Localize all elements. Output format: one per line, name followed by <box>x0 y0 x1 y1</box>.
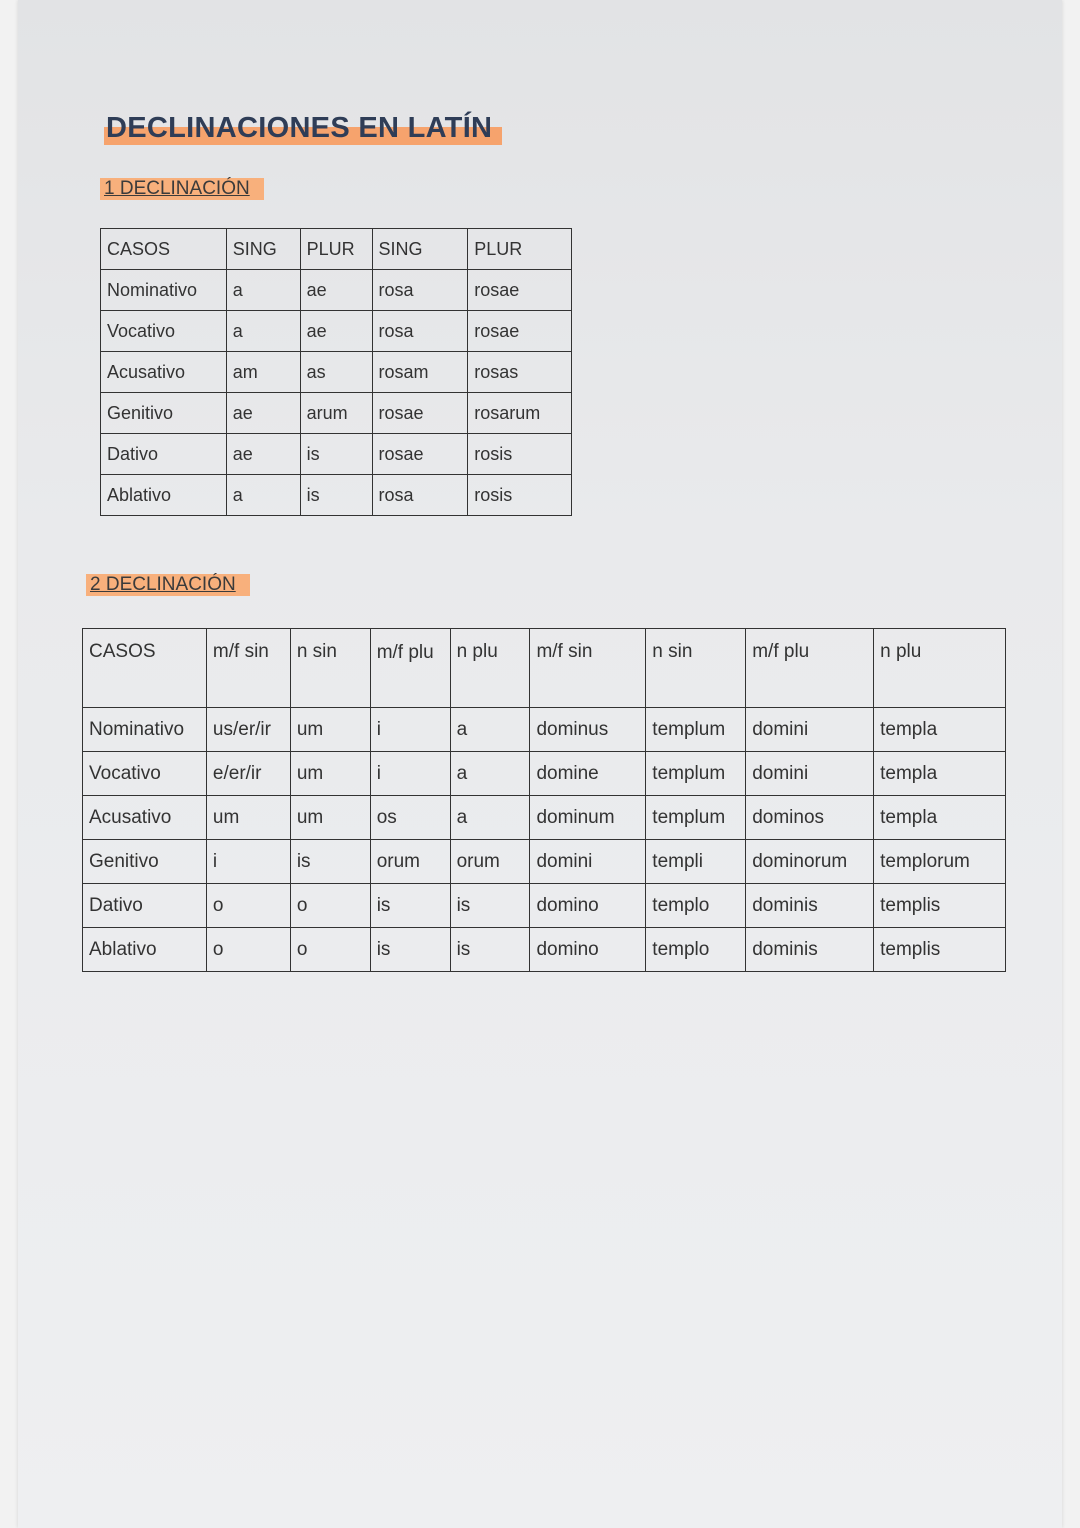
table-cell: a <box>226 311 300 352</box>
case-cell: Genitivo <box>83 840 207 884</box>
table-cell: um <box>206 796 290 840</box>
table-row <box>83 928 1006 972</box>
header-cell: PLUR <box>300 229 372 270</box>
table-cell: templi <box>646 840 746 884</box>
header-cell: CASOS <box>101 229 227 270</box>
table-cell: rosa <box>372 270 468 311</box>
case-cell: Nominativo <box>101 270 227 311</box>
table-cell: arum <box>300 393 372 434</box>
header-cell: m/f plu <box>746 629 874 708</box>
table-cell: ae <box>300 311 372 352</box>
table-cell: o <box>290 884 370 928</box>
table-cell: i <box>370 752 450 796</box>
table-cell: is <box>450 884 530 928</box>
case-cell: Vocativo <box>83 752 207 796</box>
table-row <box>101 475 572 516</box>
table-cell: am <box>226 352 300 393</box>
case-cell: Genitivo <box>101 393 227 434</box>
table-cell: dominis <box>746 884 874 928</box>
table-cell: ae <box>226 393 300 434</box>
table-cell: is <box>290 840 370 884</box>
table-cell: rosa <box>372 475 468 516</box>
case-cell: Vocativo <box>101 311 227 352</box>
table-cell: a <box>450 752 530 796</box>
table-cell: rosae <box>468 270 572 311</box>
header-cell: m/f sin <box>530 629 646 708</box>
table-cell: is <box>370 928 450 972</box>
table-cell: rosae <box>372 393 468 434</box>
section-1-label: 1 DECLINACIÓN <box>100 178 264 200</box>
table-cell: is <box>450 928 530 972</box>
table-cell: dominis <box>746 928 874 972</box>
table-cell: a <box>450 708 530 752</box>
table-header-row <box>83 629 1006 708</box>
header-cell: SING <box>226 229 300 270</box>
table-row <box>101 270 572 311</box>
table-cell: templis <box>874 928 1006 972</box>
second-declension-table <box>82 628 1006 972</box>
case-cell: Ablativo <box>83 928 207 972</box>
table-cell: o <box>206 928 290 972</box>
case-cell: Dativo <box>101 434 227 475</box>
header-cell: SING <box>372 229 468 270</box>
page-title: DECLINACIONES EN LATÍN <box>104 112 502 145</box>
table-cell: templis <box>874 884 1006 928</box>
table-row <box>101 352 572 393</box>
table-cell: templum <box>646 752 746 796</box>
table-row <box>101 434 572 475</box>
header-cell: CASOS <box>83 629 207 708</box>
table-cell: domine <box>530 752 646 796</box>
table-cell: um <box>290 752 370 796</box>
table-cell: templa <box>874 752 1006 796</box>
table-cell: templum <box>646 796 746 840</box>
table-cell: rosam <box>372 352 468 393</box>
table-cell: rosae <box>372 434 468 475</box>
table-cell: rosis <box>468 434 572 475</box>
table-cell: i <box>370 708 450 752</box>
table-cell: um <box>290 708 370 752</box>
table-cell: orum <box>450 840 530 884</box>
table-cell: domino <box>530 928 646 972</box>
table-row <box>83 708 1006 752</box>
table-cell: dominorum <box>746 840 874 884</box>
case-cell: Acusativo <box>83 796 207 840</box>
table-cell: templorum <box>874 840 1006 884</box>
table-row <box>83 796 1006 840</box>
header-cell: n sin <box>646 629 746 708</box>
table-cell: templa <box>874 796 1006 840</box>
table-cell: is <box>300 434 372 475</box>
table-cell: templo <box>646 928 746 972</box>
table-cell: domini <box>530 840 646 884</box>
header-cell: PLUR <box>468 229 572 270</box>
header-cell: m/f sin <box>206 629 290 708</box>
table-row <box>83 752 1006 796</box>
table-cell: ae <box>300 270 372 311</box>
table-row <box>83 840 1006 884</box>
first-declension-table <box>100 228 572 516</box>
table-cell: rosae <box>468 311 572 352</box>
table-cell: a <box>226 270 300 311</box>
case-cell: Acusativo <box>101 352 227 393</box>
case-cell: Ablativo <box>101 475 227 516</box>
table-cell: i <box>206 840 290 884</box>
table-cell: templum <box>646 708 746 752</box>
table-cell: dominos <box>746 796 874 840</box>
table-row <box>101 393 572 434</box>
table-cell: o <box>206 884 290 928</box>
table-row <box>101 311 572 352</box>
table-cell: rosis <box>468 475 572 516</box>
table-cell: us/er/ir <box>206 708 290 752</box>
case-cell: Nominativo <box>83 708 207 752</box>
table-header-row <box>101 229 572 270</box>
table-cell: domini <box>746 708 874 752</box>
case-cell: Dativo <box>83 884 207 928</box>
table-row <box>83 884 1006 928</box>
table-cell: templa <box>874 708 1006 752</box>
table-cell: dominum <box>530 796 646 840</box>
table-cell: as <box>300 352 372 393</box>
section-2-label: 2 DECLINACIÓN <box>86 574 250 596</box>
header-cell: n plu <box>450 629 530 708</box>
table-cell: templo <box>646 884 746 928</box>
table-cell: is <box>370 884 450 928</box>
table-cell: um <box>290 796 370 840</box>
table-cell: e/er/ir <box>206 752 290 796</box>
table-cell: a <box>450 796 530 840</box>
table-cell: is <box>300 475 372 516</box>
table-cell: rosas <box>468 352 572 393</box>
table-cell: a <box>226 475 300 516</box>
table-cell: rosa <box>372 311 468 352</box>
table-cell: domini <box>746 752 874 796</box>
table-cell: dominus <box>530 708 646 752</box>
table-cell: orum <box>370 840 450 884</box>
header-cell: n plu <box>874 629 1006 708</box>
table-cell: os <box>370 796 450 840</box>
header-cell: n sin <box>290 629 370 708</box>
table-cell: o <box>290 928 370 972</box>
table-cell: domino <box>530 884 646 928</box>
table-cell: rosarum <box>468 393 572 434</box>
header-cell: m/f plu <box>370 629 450 708</box>
table-cell: ae <box>226 434 300 475</box>
